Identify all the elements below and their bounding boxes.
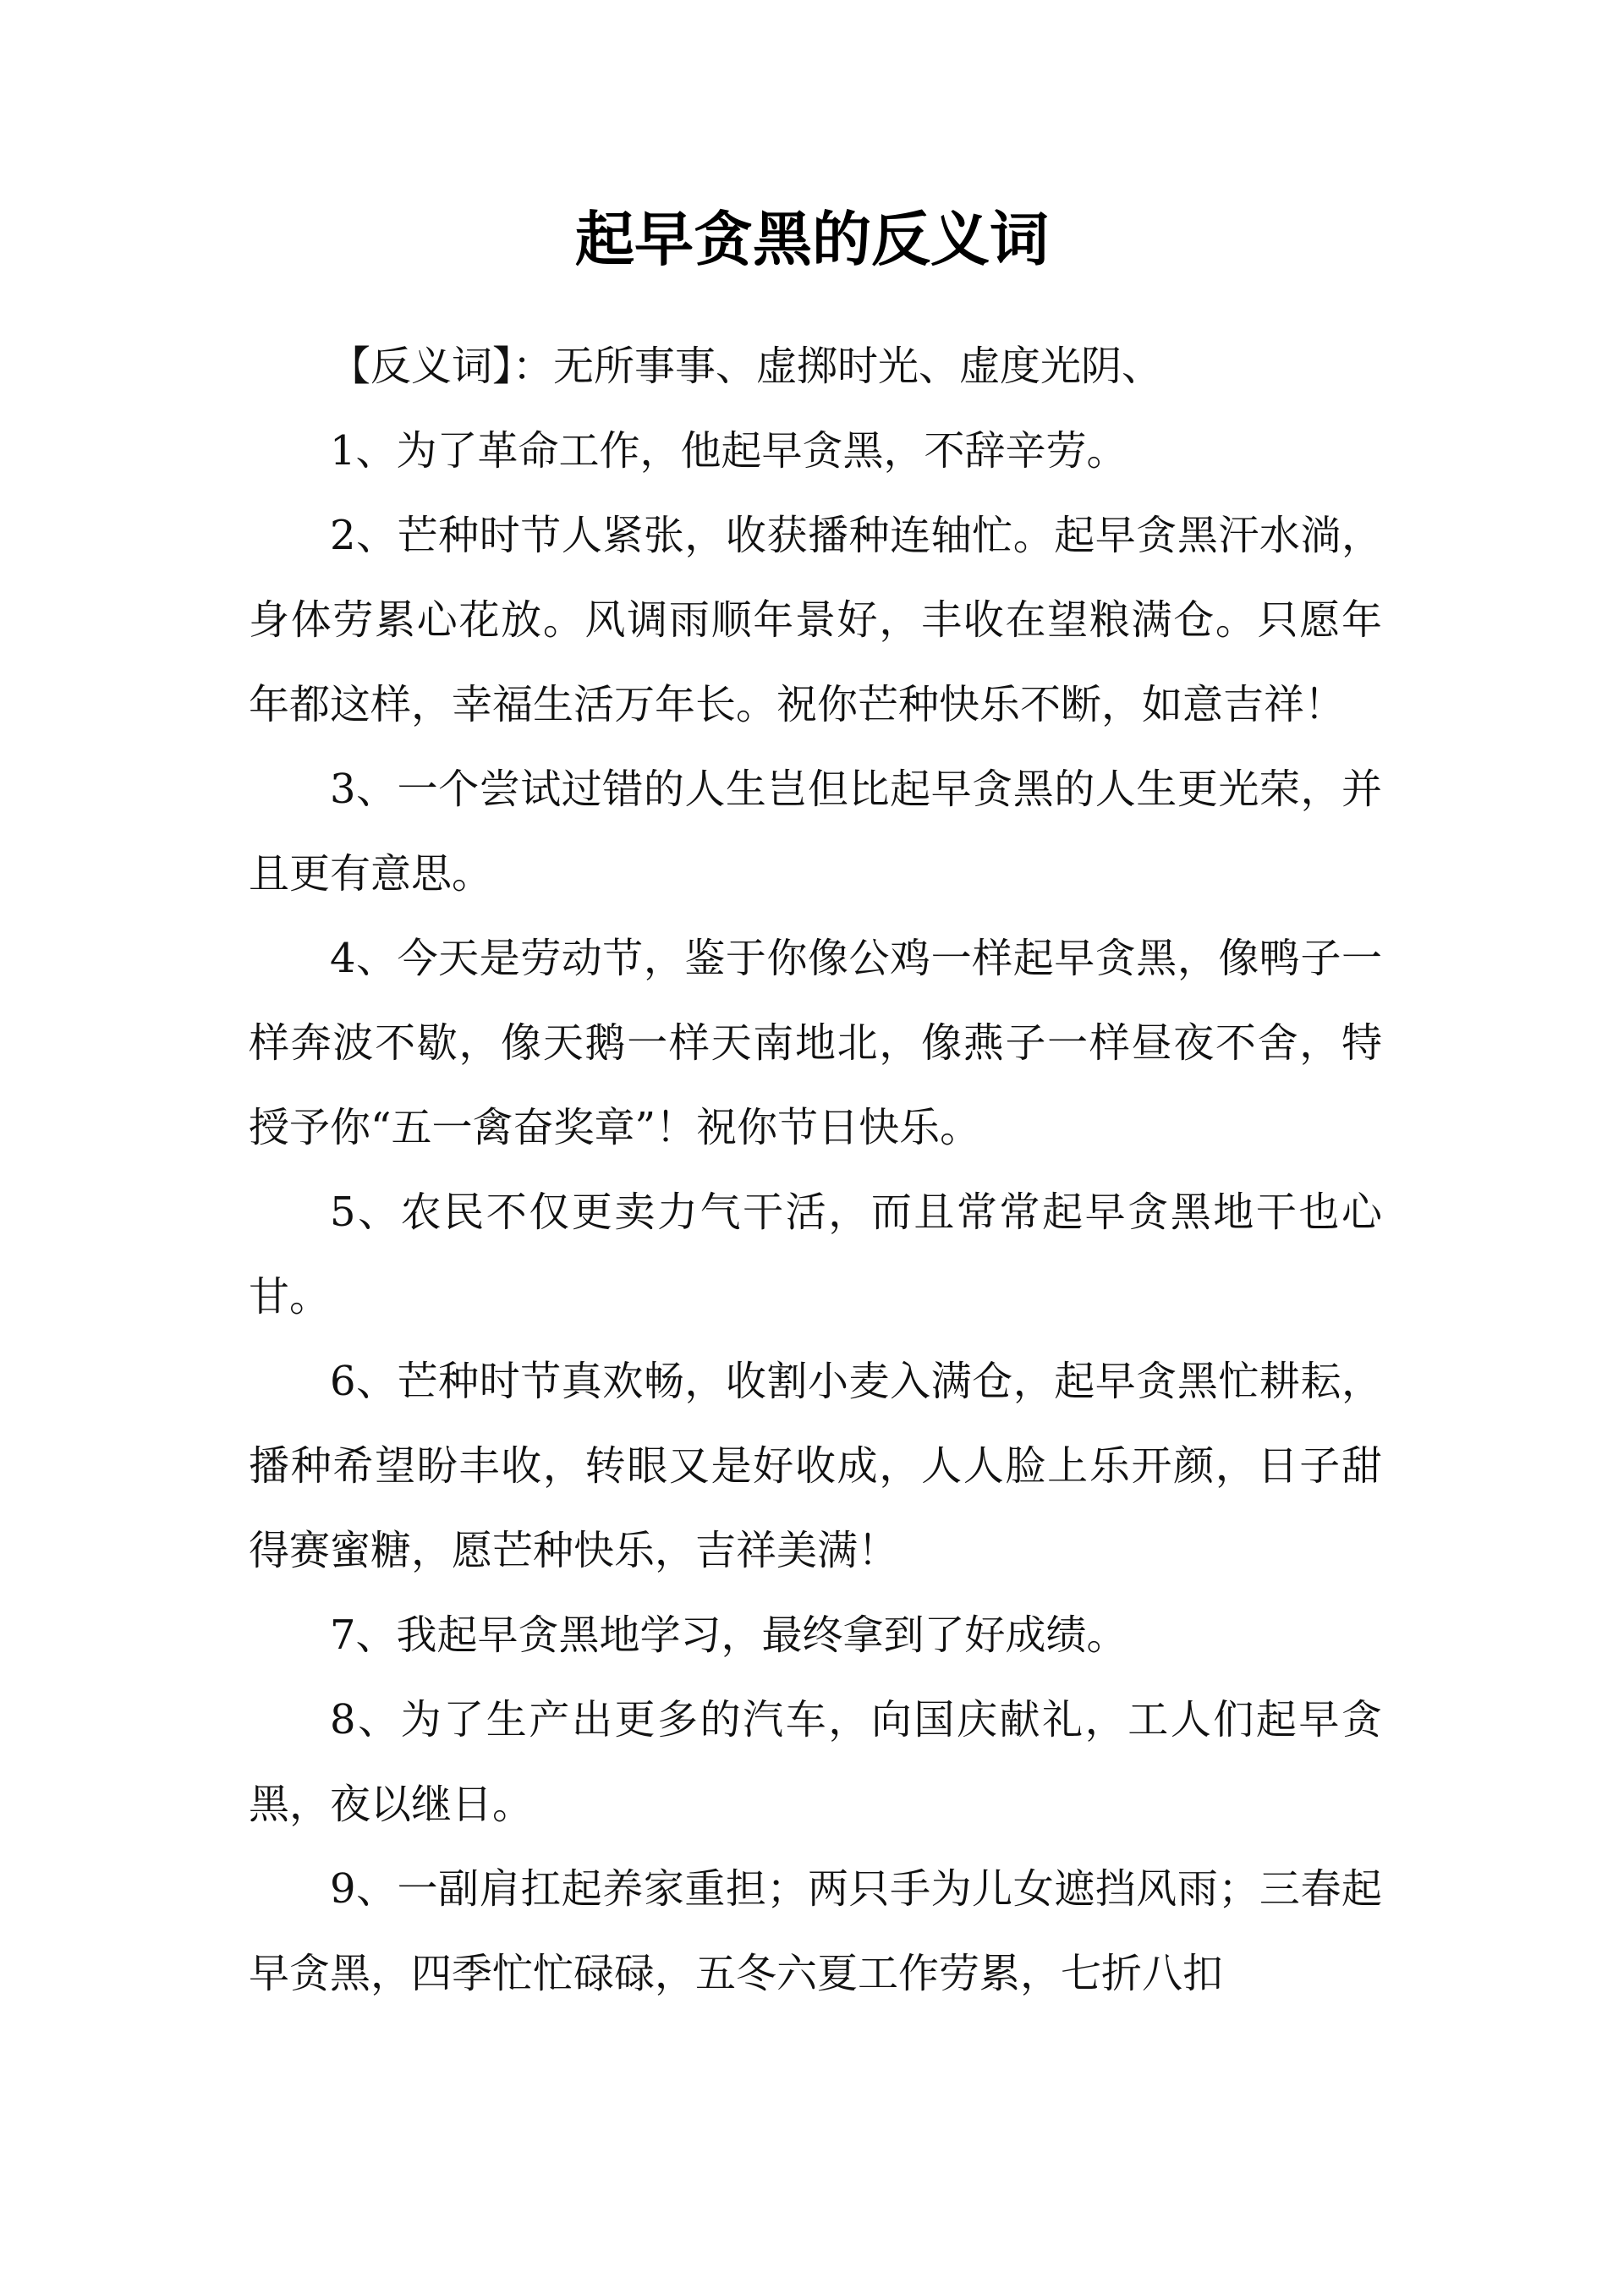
paragraph-example-5: 5、农民不仅更卖力气干活，而且常常起早贪黑地干也心甘。 — [249, 1189, 1382, 1320]
paragraph-example-7: 7、我起早贪黑地学习，最终拿到了好成绩。 — [330, 1611, 1127, 1659]
paragraph-example-9: 9、一副肩扛起养家重担；两只手为儿女遮挡风雨；三春起早贪黑，四季忙忙碌碌，五冬六夏工作劳累，七折八扣 — [249, 1865, 1382, 1997]
document-title: 起早贪黑的反义词 — [575, 205, 1049, 274]
paragraph-example-3: 3、一个尝试过错的人生岂但比起早贪黑的人生更光荣，并且更有意思。 — [249, 766, 1382, 898]
paragraph-example-6: 6、芒种时节真欢畅，收割小麦入满仓，起早贪黑忙耕耘，播种希望盼丰收，转眼又是好收成，人人脸上乐开颜，日子甜得赛蜜糖，愿芒种快乐，吉祥美满！ — [249, 1358, 1382, 1574]
paragraph-example-1: 1、为了革命工作，他起早贪黑，不辞辛劳。 — [330, 427, 1127, 475]
document-body — [249, 324, 1382, 2016]
paragraph-example-4: 4、今天是劳动节，鉴于你像公鸡一样起早贪黑，像鸭子一样奔波不歇，像天鹅一样天南地北，像燕子一样昼夜不舍，特授予你“五一禽奋奖章”！祝你节日快乐。 — [249, 935, 1382, 1151]
paragraph-example-8: 8、为了生产出更多的汽车，向国庆献礼，工人们起早贪黑，夜以继日。 — [249, 1696, 1382, 1828]
paragraph-antonyms: 【反义词】：无所事事、虚掷时光、虚度光阴、 — [330, 343, 1163, 390]
paragraph-example-2: 2、芒种时节人紧张，收获播种连轴忙。起早贪黑汗水淌，身体劳累心花放。风调雨顺年景好，丰收在望粮满仓。只愿年年都这样，幸福生活万年长。祝你芒种快乐不断，如意吉祥！ — [249, 512, 1382, 728]
